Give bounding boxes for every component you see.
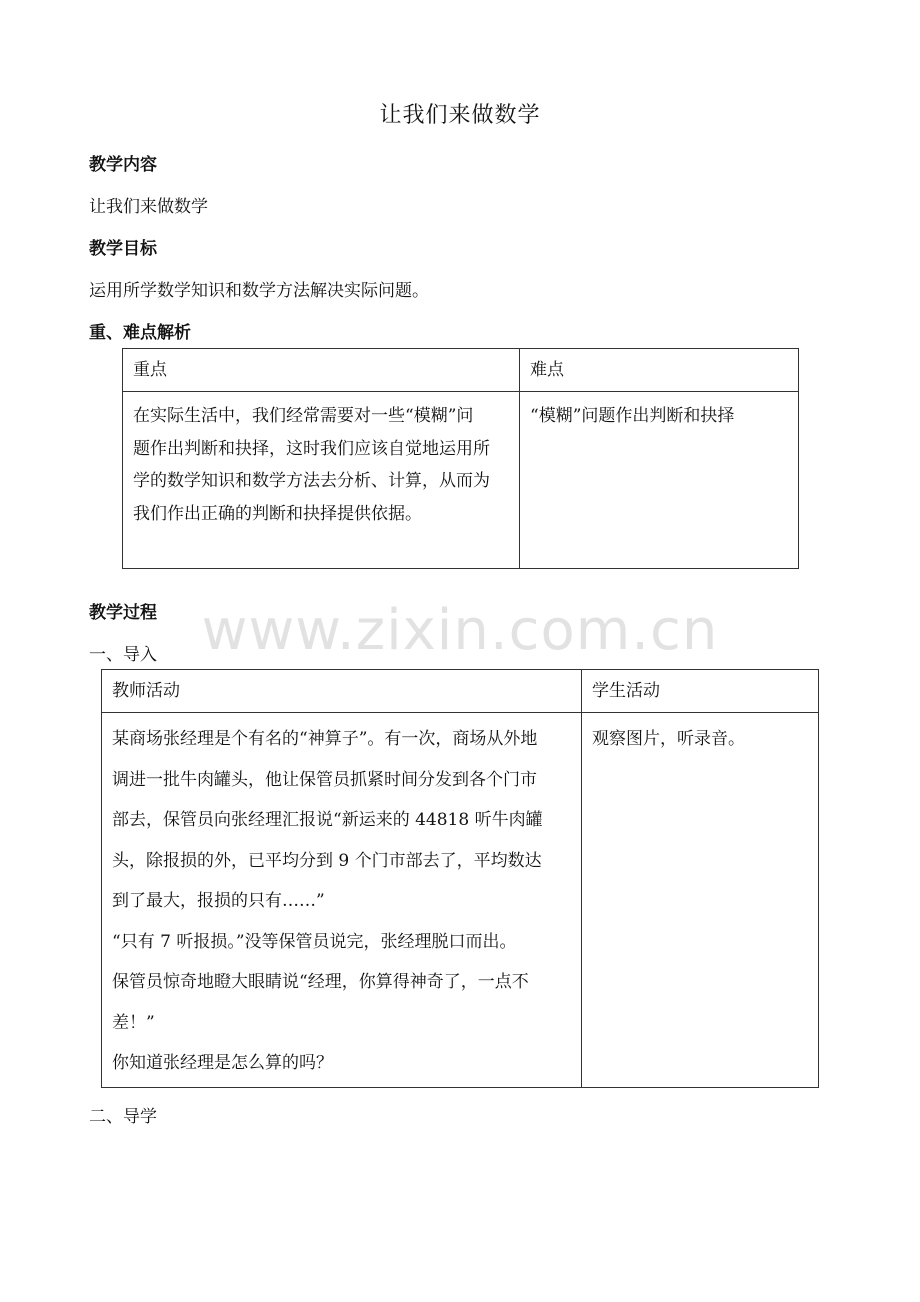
heading-teaching-goal: 教学目标 [89,239,157,259]
teacher-line: 某商场张经理是个有名的“神算子”。有一次，商场从外地 [112,729,538,749]
step-guided-learning: 二、导学 [89,1107,157,1127]
table-header-row [123,349,799,392]
key-point-line: 学的数学知识和数学方法去分析、计算，从而为 [133,471,490,491]
table-row [123,392,799,569]
key-points-table [122,348,799,569]
header-student-activity: 学生活动 [582,670,819,713]
student-activity-text: 观察图片，听录音。 [592,729,745,749]
difficulty-cell [520,392,799,569]
heading-teaching-process: 教学过程 [89,603,157,623]
teacher-line: 到了最大，报损的只有……” [112,891,325,911]
difficulty-text: “模糊”问题作出判断和抉择 [530,406,735,426]
document-title: 让我们来做数学 [379,103,541,128]
heading-teaching-content: 教学内容 [89,155,157,175]
teacher-line: 部去，保管员向张经理汇报说“新运来的 44818 听牛肉罐 [112,810,543,830]
watermark: www.zixin.com.cn [201,598,719,663]
teacher-line: “只有 7 听报损。”没等保管员说完，张经理脱口而出。 [112,931,517,952]
teaching-content-text: 让我们来做数学 [89,197,208,217]
header-difficulty: 难点 [520,349,799,392]
activity-table [101,669,819,1088]
teacher-line: 差！” [112,1012,155,1033]
key-point-line: 在实际生活中，我们经常需要对一些“模糊”问 [133,406,474,426]
key-point-cell [123,392,520,569]
teacher-line: 头，除报损的外，已平均分到 9 个门市部去了，平均数达 [112,850,542,871]
header-teacher-activity: 教师活动 [102,670,582,713]
table-row [102,713,819,1088]
heading-key-points: 重、难点解析 [89,323,191,343]
teacher-activity-cell [102,713,582,1088]
header-key-point: 重点 [123,349,520,392]
teacher-line: 保管员惊奇地瞪大眼睛说“经理，你算得神奇了，一点不 [112,972,529,992]
teacher-line: 你知道张经理是怎么算的吗？ [112,1053,333,1073]
key-point-line: 题作出判断和抉择，这时我们应该自觉地运用所 [133,438,490,459]
step-introduction: 一、导入 [89,645,157,665]
table-header-row [102,670,819,713]
teacher-line: 调进一批牛肉罐头，他让保管员抓紧时间分发到各个门市 [112,769,537,790]
student-activity-cell [582,713,819,1088]
key-point-line: 我们作出正确的判断和抉择提供依据。 [133,503,422,524]
teaching-goal-text: 运用所学数学知识和数学方法解决实际问题。 [89,281,429,301]
